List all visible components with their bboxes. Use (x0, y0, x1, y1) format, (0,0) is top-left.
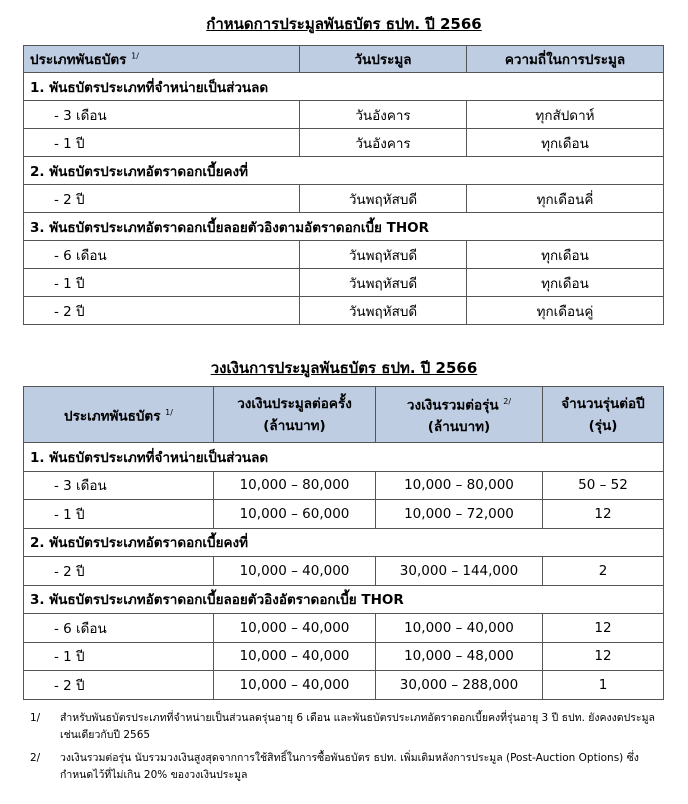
auction-size-title: วงเงินการประมูลพันธบัตร ธปท. ปี 2566 (210, 359, 478, 377)
section-row: 3. พันธบัตรประเภทอัตราดอกเบี้ยลอยตัวอิงอัตราดอกเบี้ย THOR (24, 585, 664, 614)
table-row: - 3 เดือน วันอังคาร ทุกสัปดาห์ (24, 101, 664, 129)
header-frequency: ความถี่ในการประมูล (467, 46, 664, 73)
table-row: - 1 ปี 10,000 – 60,000 10,000 – 72,000 12 (24, 500, 664, 529)
header-auction-day: วันประมูล (300, 46, 467, 73)
table-row: - 1 ปี 10,000 – 40,000 10,000 – 48,000 12 (24, 642, 664, 671)
table-row: - 2 ปี 10,000 – 40,000 30,000 – 144,000 2 (24, 557, 664, 586)
footnote-1: 1/ สำหรับพันธบัตรประเภทที่จำหน่ายเป็นส่วนลดรุ่นอายุ 6 เดือน และพันธบัตรประเภทอัตราดอกเบี้ยคงที่รุ่นอายุ 3 ปี ธปท. ยังคงงดประมูลเช่นเดียวกับปี 2565 (30, 712, 655, 741)
table-row: - 1 ปี วันพฤหัสบดี ทุกเดือน (24, 269, 664, 297)
table-row: - 2 ปี วันพฤหัสบดี ทุกเดือนคู่ (24, 297, 664, 325)
table-header-row (24, 46, 664, 73)
section-row: 1. พันธบัตรประเภทที่จำหน่ายเป็นส่วนลด (24, 73, 664, 101)
section-row: 3. พันธบัตรประเภทอัตราดอกเบี้ยลอยตัวอิงตามอัตราดอกเบี้ย THOR (24, 213, 664, 241)
table-row: - 6 เดือน 10,000 – 40,000 10,000 – 40,000 12 (24, 614, 664, 643)
header-series-per-year: จำนวนรุ่นต่อปี (รุ่น) (543, 387, 664, 443)
auction-schedule-table (23, 45, 664, 325)
section-row: 2. พันธบัตรประเภทอัตราดอกเบี้ยคงที่ (24, 157, 664, 185)
footnote-2: 2/ วงเงินรวมต่อรุ่น นับรวมวงเงินสูงสุดจากการใช้สิทธิ์ในการซื้อพันธบัตร ธปท. เพิ่มเติมหลังการประมูล (Post-Auction Options) ซึ่งกำหนดไว้ที่ไม่เกิน 20% ของวงเงินประมูล (30, 752, 639, 781)
table-row: - 6 เดือน วันพฤหัสบดี ทุกเดือน (24, 241, 664, 269)
header-per-auction: วงเงินประมูลต่อครั้ง (ล้านบาท) (214, 387, 376, 443)
section-row: 2. พันธบัตรประเภทอัตราดอกเบี้ยคงที่ (24, 528, 664, 557)
header-bond-type: ประเภทพันธบัตร $^{1/}$ (24, 387, 214, 443)
footnotes (30, 710, 670, 784)
auction-size-table (23, 386, 664, 700)
table-header-row (24, 387, 664, 443)
header-total-per-series: วงเงินรวมต่อรุ่น $^{2/}$ (ล้านบาท) (376, 387, 543, 443)
auction-schedule-title: กำหนดการประมูลพันธบัตร ธปท. ปี 2566 (206, 15, 482, 33)
header-bond-type: ประเภทพันธบัตร $^{1/}$ (24, 46, 300, 73)
table-row: - 2 ปี วันพฤหัสบดี ทุกเดือนคี่ (24, 185, 664, 213)
table-row: - 1 ปี วันอังคาร ทุกเดือน (24, 129, 664, 157)
section-row: 1. พันธบัตรประเภทที่จำหน่ายเป็นส่วนลด (24, 443, 664, 472)
table-row: - 3 เดือน 10,000 – 80,000 10,000 – 80,000 50 – 52 (24, 471, 664, 500)
table-row: - 2 ปี 10,000 – 40,000 30,000 – 288,000 1 (24, 671, 664, 700)
